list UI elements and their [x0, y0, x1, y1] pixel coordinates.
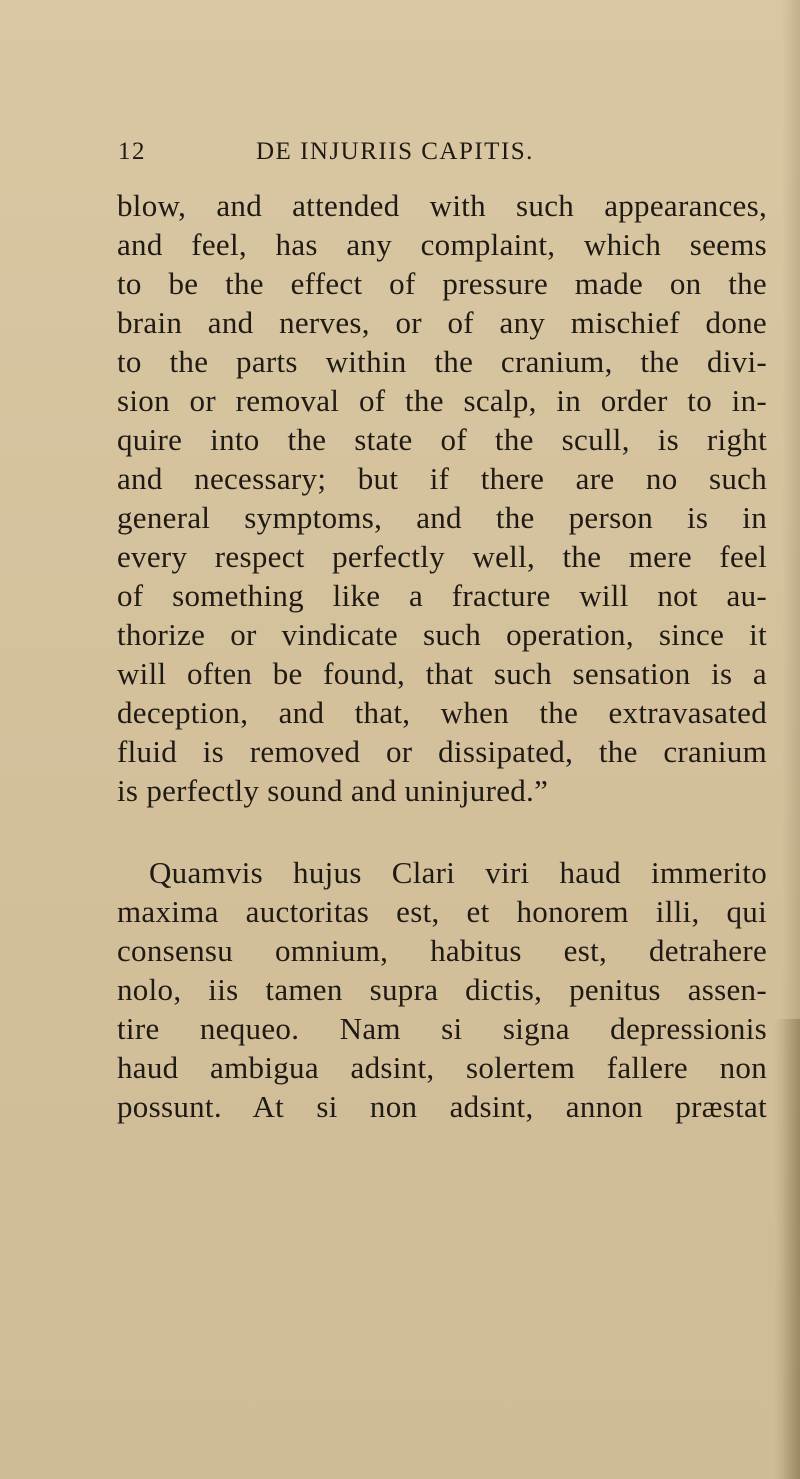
text-line: blow, and attended with such appearances, [117, 188, 767, 223]
text-line: consensu omnium, habitus est, detrahere [117, 933, 767, 968]
text-line: deception, and that, when the extravasated [117, 695, 767, 730]
text-line: nolo, iis tamen supra dictis, penitus assen- [117, 972, 767, 1007]
text-line: maxima auctoritas est, et honorem illi, qui [117, 894, 767, 929]
text-line: to be the effect of pressure made on the [117, 266, 767, 301]
text-line: is perfectly sound and uninjured.” [117, 773, 549, 808]
paragraph-1 [117, 186, 767, 810]
paragraph-2 [117, 853, 767, 1126]
paragraph-gap [117, 810, 767, 853]
text-line: thorize or vindicate such operation, since it [117, 617, 767, 652]
text-line: brain and nerves, or of any mischief done [117, 305, 767, 340]
running-head [118, 138, 758, 174]
body-text [117, 186, 767, 1126]
text-line: sion or removal of the scalp, in order to in- [117, 383, 767, 418]
text-line: tire nequeo. Nam si signa depressionis [117, 1011, 767, 1046]
text-line: of something like a fracture will not au- [117, 578, 767, 613]
text-line: possunt. At si non adsint, annon præstat [117, 1089, 767, 1124]
page-edge-stain [774, 1019, 800, 1479]
text-line: to the parts within the cranium, the divi- [117, 344, 767, 379]
running-title: DE INJURIIS CAPITIS. [256, 138, 534, 165]
text-line: every respect perfectly well, the mere feel [117, 539, 767, 574]
text-line: and feel, has any complaint, which seems [117, 227, 767, 262]
text-line: general symptoms, and the person is in [117, 500, 767, 535]
text-line: will often be found, that such sensation is a [117, 656, 767, 691]
text-line: and necessary; but if there are no such [117, 461, 767, 496]
text-line: quire into the state of the scull, is right [117, 422, 767, 457]
text-line: Quamvis hujus Clari viri haud immerito [149, 855, 767, 890]
text-line: fluid is removed or dissipated, the cranium [117, 734, 767, 769]
text-line: haud ambigua adsint, solertem fallere non [117, 1050, 767, 1085]
page-number: 12 [118, 138, 146, 165]
